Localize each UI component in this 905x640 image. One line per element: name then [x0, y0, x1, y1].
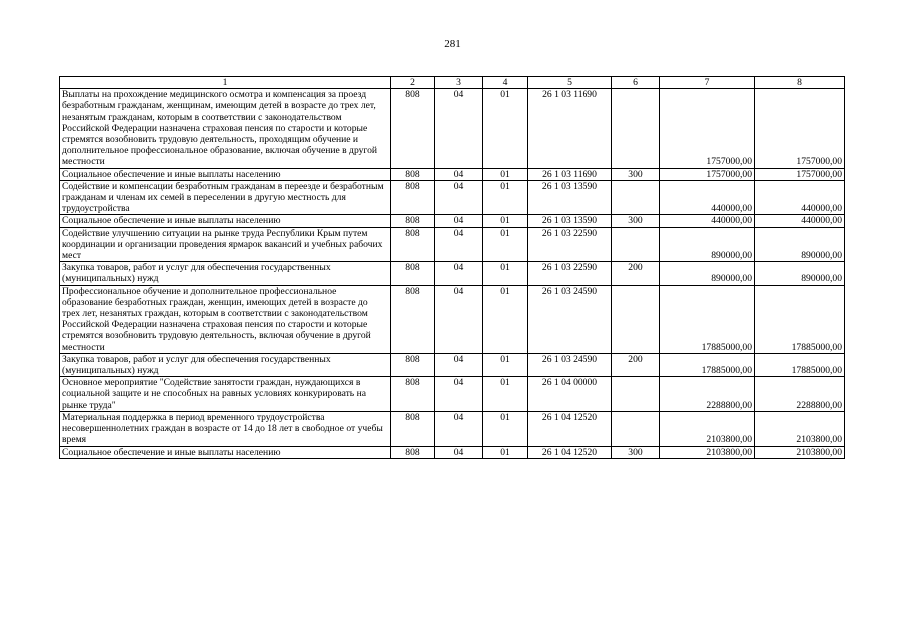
table-row: [60, 227, 845, 262]
row-name-cell: Закупка товаров, работ и услуг для обеспечения государственных (муниципальных) нужд: [60, 262, 391, 285]
row-amount-8: 440000,00: [755, 215, 845, 227]
row-code-5: 26 1 03 22590: [528, 262, 612, 285]
row-code-3: 04: [435, 446, 483, 458]
row-code-3: 04: [435, 227, 483, 262]
row-code-2: 808: [391, 89, 435, 168]
table-row: [60, 446, 845, 458]
row-code-2: 808: [391, 353, 435, 376]
row-code-2: 808: [391, 446, 435, 458]
table-row: [60, 377, 845, 412]
row-code-4: 01: [483, 411, 528, 446]
row-code-6: [612, 89, 660, 168]
row-amount-8: 2103800,00: [755, 411, 845, 446]
row-amount-8: 890000,00: [755, 227, 845, 262]
row-amount-7: 440000,00: [660, 215, 755, 227]
row-code-6: 200: [612, 262, 660, 285]
table-header-row: [60, 77, 845, 89]
row-code-4: 01: [483, 377, 528, 412]
row-code-4: 01: [483, 353, 528, 376]
table-row: [60, 168, 845, 180]
column-header: 7: [660, 77, 755, 89]
row-name-cell: Закупка товаров, работ и услуг для обеспечения государственных (муниципальных) нужд: [60, 353, 391, 376]
row-code-6: [612, 411, 660, 446]
row-code-2: 808: [391, 227, 435, 262]
row-code-4: 01: [483, 446, 528, 458]
row-code-6: [612, 227, 660, 262]
row-code-5: 26 1 03 13590: [528, 180, 612, 215]
row-code-6: [612, 285, 660, 353]
column-header: 4: [483, 77, 528, 89]
row-amount-7: 17885000,00: [660, 285, 755, 353]
row-name-cell: Содействие и компенсации безработным гражданам в переезде и безработным гражданам и членам их семей в переселении в другую местность для трудоустройства: [60, 180, 391, 215]
row-code-3: 04: [435, 180, 483, 215]
column-header: 2: [391, 77, 435, 89]
row-code-5: 26 1 03 11690: [528, 89, 612, 168]
row-code-3: 04: [435, 215, 483, 227]
row-code-3: 04: [435, 89, 483, 168]
column-header: 6: [612, 77, 660, 89]
row-name-cell: Материальная поддержка в период временного трудоустройства несовершеннолетних граждан в возрасте от 14 до 18 лет в свободное от учебы время: [60, 411, 391, 446]
column-header: 5: [528, 77, 612, 89]
row-code-2: 808: [391, 215, 435, 227]
row-code-3: 04: [435, 353, 483, 376]
row-code-2: 808: [391, 285, 435, 353]
row-name-cell: Социальное обеспечение и иные выплаты населению: [60, 446, 391, 458]
row-code-2: 808: [391, 411, 435, 446]
row-amount-8: 890000,00: [755, 262, 845, 285]
row-code-5: 26 1 04 12520: [528, 446, 612, 458]
row-code-5: 26 1 03 24590: [528, 353, 612, 376]
row-code-4: 01: [483, 180, 528, 215]
row-amount-8: 1757000,00: [755, 168, 845, 180]
row-code-6: 300: [612, 215, 660, 227]
row-code-4: 01: [483, 262, 528, 285]
row-code-6: 200: [612, 353, 660, 376]
row-name-cell: Основное мероприятие "Содействие занятости граждан, нуждающихся в социальной защите и не способных на равных условиях конкурировать на рынке труда": [60, 377, 391, 412]
column-header: 3: [435, 77, 483, 89]
table-row: [60, 353, 845, 376]
row-name-cell: Социальное обеспечение и иные выплаты населению: [60, 168, 391, 180]
page-number: 281: [444, 38, 461, 50]
row-amount-7: 17885000,00: [660, 353, 755, 376]
row-code-4: 01: [483, 227, 528, 262]
row-code-3: 04: [435, 285, 483, 353]
table-row: [60, 215, 845, 227]
row-amount-7: 2103800,00: [660, 446, 755, 458]
table-row: [60, 262, 845, 285]
row-code-5: 26 1 04 12520: [528, 411, 612, 446]
row-code-3: 04: [435, 411, 483, 446]
row-code-4: 01: [483, 285, 528, 353]
column-header: 1: [60, 77, 391, 89]
row-name-cell: Выплаты на прохождение медицинского осмотра и компенсация за проезд безработным гражданам, женщинам, имеющим детей в возрасте до трех лет, незанятым гражданам, которым в соответствии с законодательством Российской Федерации назначена страховая пенсия по старости и которые стремятся возобновить трудовую деятельность, проходящим обучение и дополнительное профессиональное образование, включая обучение в другой местности: [60, 89, 391, 168]
row-amount-7: 1757000,00: [660, 168, 755, 180]
table-row: [60, 89, 845, 168]
row-amount-7: 2288800,00: [660, 377, 755, 412]
table-row: [60, 180, 845, 215]
row-amount-7: 1757000,00: [660, 89, 755, 168]
row-code-5: 26 1 03 13590: [528, 215, 612, 227]
row-code-3: 04: [435, 377, 483, 412]
row-amount-8: 17885000,00: [755, 285, 845, 353]
column-header: 8: [755, 77, 845, 89]
row-code-2: 808: [391, 377, 435, 412]
row-code-4: 01: [483, 89, 528, 168]
row-name-cell: Содействие улучшению ситуации на рынке труда Республики Крым путем координации и организации проведения ярмарок вакансий и учебных рабочих мест: [60, 227, 391, 262]
row-amount-8: 17885000,00: [755, 353, 845, 376]
row-code-5: 26 1 04 00000: [528, 377, 612, 412]
row-amount-7: 890000,00: [660, 262, 755, 285]
row-code-2: 808: [391, 262, 435, 285]
row-amount-7: 890000,00: [660, 227, 755, 262]
row-code-5: 26 1 03 24590: [528, 285, 612, 353]
row-code-2: 808: [391, 180, 435, 215]
row-amount-7: 440000,00: [660, 180, 755, 215]
row-name-cell: Профессиональное обучение и дополнительное профессиональное образование безработных граждан, женщин, имеющих детей в возрасте до трех лет, незанятых граждан, которым в соответствии с законодательством Российской Федерации назначена страховая пенсия по старости и которые стремятся возобновить трудовую деятельность, включая обучение в другой местности: [60, 285, 391, 353]
row-amount-8: 1757000,00: [755, 89, 845, 168]
row-amount-8: 2288800,00: [755, 377, 845, 412]
row-code-5: 26 1 03 11690: [528, 168, 612, 180]
row-code-4: 01: [483, 215, 528, 227]
row-amount-8: 440000,00: [755, 180, 845, 215]
row-amount-7: 2103800,00: [660, 411, 755, 446]
row-code-6: 300: [612, 446, 660, 458]
row-code-6: [612, 180, 660, 215]
row-code-3: 04: [435, 168, 483, 180]
row-code-2: 808: [391, 168, 435, 180]
table-row: [60, 411, 845, 446]
row-amount-8: 2103800,00: [755, 446, 845, 458]
row-code-6: [612, 377, 660, 412]
row-name-cell: Социальное обеспечение и иные выплаты населению: [60, 215, 391, 227]
row-code-4: 01: [483, 168, 528, 180]
row-code-5: 26 1 03 22590: [528, 227, 612, 262]
budget-table: [59, 76, 845, 459]
table-row: [60, 285, 845, 353]
row-code-3: 04: [435, 262, 483, 285]
row-code-6: 300: [612, 168, 660, 180]
